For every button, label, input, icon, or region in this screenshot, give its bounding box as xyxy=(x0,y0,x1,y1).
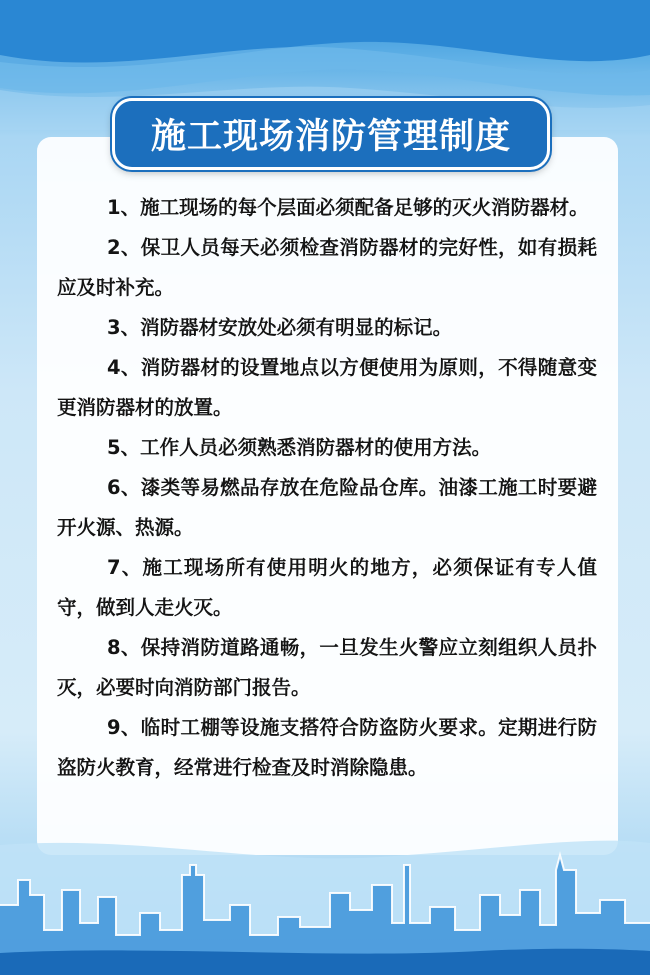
rule-item: 1、施工现场的每个层面必须配备足够的灭火消防器材。 xyxy=(107,196,589,219)
rule-item: 3、消防器材安放处必须有明显的标记。 xyxy=(107,316,453,339)
title-badge xyxy=(112,98,550,170)
rule-item: 7、施工现场所有使用明火的地方，必须保证有专人值守，做到人走火灭。 xyxy=(57,556,597,619)
rule-item: 5、工作人员必须熟悉消防器材的使用方法。 xyxy=(107,436,492,459)
city-skyline-decoration xyxy=(0,835,650,975)
page-title: 施工现场消防管理制度 xyxy=(150,117,511,157)
rule-item: 6、漆类等易燃品存放在危险品仓库。油漆工施工时要避开火源、热源。 xyxy=(57,476,597,539)
rule-item: 2、保卫人员每天必须检查消防器材的完好性，如有损耗应及时补充。 xyxy=(57,236,597,299)
rule-item: 8、保持消防道路通畅，一旦发生火警应立刻组织人员扑灭，必要时向消防部门报告。 xyxy=(57,636,597,699)
rule-item: 9、临时工棚等设施支搭符合防盗防火要求。定期进行防盗防火教育，经常进行检查及时消除隐患。 xyxy=(57,716,597,779)
rules-list xyxy=(57,188,597,788)
rule-item: 4、消防器材的设置地点以方便使用为原则，不得随意变更消防器材的放置。 xyxy=(57,356,597,419)
